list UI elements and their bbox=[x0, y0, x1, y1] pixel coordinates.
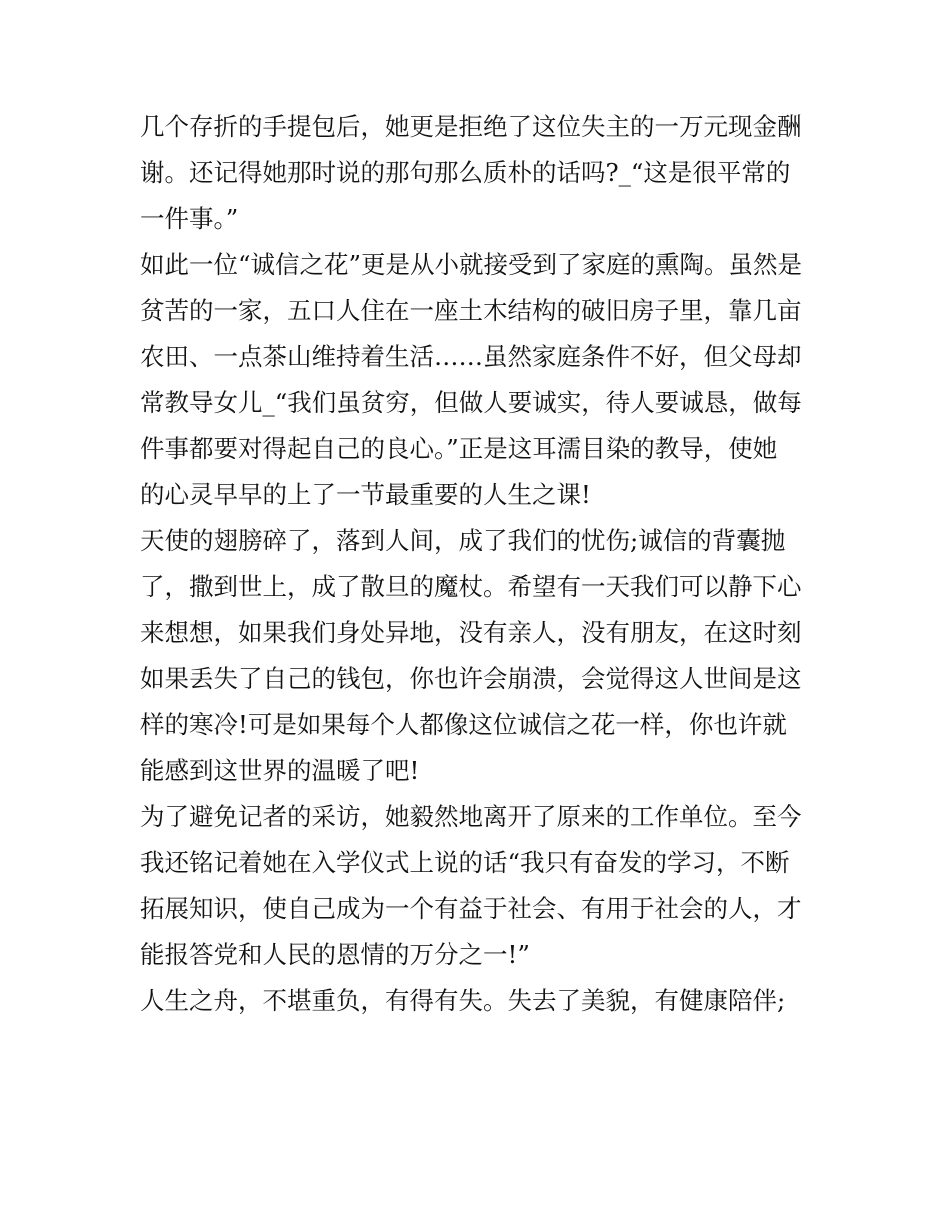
text-line: 样的寒冷!可是如果每个人都像这位诚信之花一样，你也许就 bbox=[140, 710, 787, 739]
text-line: 我还铭记着她在入学仪式上说的话“我只有奋发的学习，不断 bbox=[140, 848, 790, 877]
text-line: 能感到这世界的温暖了吧! bbox=[140, 756, 420, 785]
text-line: 人生之舟，不堪重负，有得有失。失去了美貌，有健康陪伴; bbox=[140, 986, 786, 1015]
text-line: 能报答党和人民的恩情的万分之一!” bbox=[140, 940, 530, 969]
text-line: 常教导女儿_“我们虽贫穷，但做人要诚实，待人要诚恳，做每 bbox=[140, 388, 802, 417]
text-line: 几个存折的手提包后，她更是拒绝了这位失主的一万元现金酬 bbox=[140, 112, 802, 141]
text-line: 农田、一点茶山维持着生活……虽然家庭条件不好，但父母却 bbox=[140, 342, 802, 371]
text-line: 来想想，如果我们身处异地，没有亲人，没有朋友，在这时刻 bbox=[140, 618, 802, 647]
document-body bbox=[140, 104, 820, 1024]
text-line: 天使的翅膀碎了，落到人间，成了我们的忧伤;诚信的背囊抛 bbox=[140, 526, 786, 555]
text-line: 如果丢失了自己的钱包，你也许会崩溃，会觉得这人世间是这 bbox=[140, 664, 802, 693]
text-line: 了，撒到世上，成了散旦的魔杖。希望有一天我们可以静下心 bbox=[140, 572, 802, 601]
text-line: 为了避免记者的采访，她毅然地离开了原来的工作单位。至今 bbox=[140, 802, 802, 831]
text-line: 拓展知识，使自己成为一个有益于社会、有用于社会的人，才 bbox=[140, 894, 802, 923]
text-line: 谢。还记得她那时说的那句那么质朴的话吗?_“这是很平常的 bbox=[140, 158, 791, 187]
text-line: 如此一位“诚信之花”更是从小就接受到了家庭的熏陶。虽然是 bbox=[140, 250, 803, 279]
text-line: 一件事。” bbox=[140, 204, 239, 233]
text-line: 贫苦的一家，五口人住在一座土木结构的破旧房子里，靠几亩 bbox=[140, 296, 802, 325]
text-line: 件事都要对得起自己的良心。”正是这耳濡目染的教导，使她 bbox=[140, 434, 778, 463]
text-line: 的心灵早早的上了一节最重要的人生之课! bbox=[140, 480, 591, 509]
